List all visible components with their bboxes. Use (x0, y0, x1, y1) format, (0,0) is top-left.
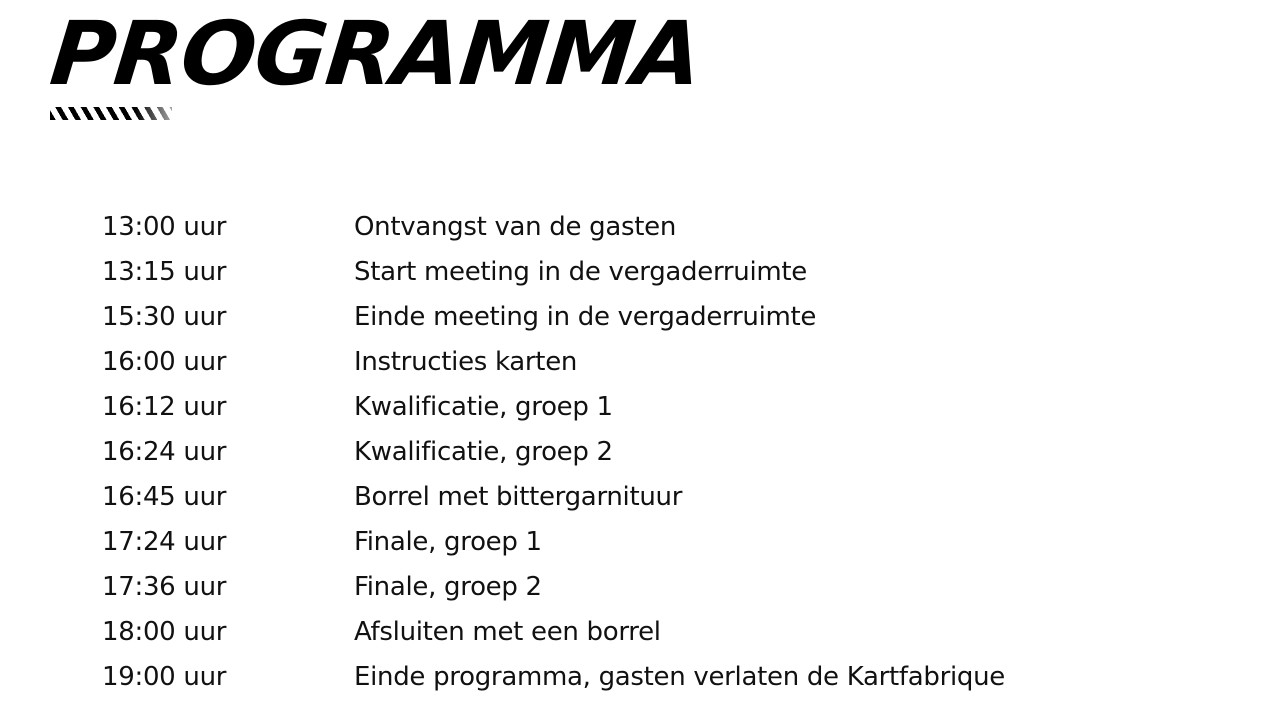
schedule-row (102, 249, 1005, 294)
schedule-description: Borrel met bittergarnituur (354, 481, 683, 512)
schedule-list (102, 204, 1005, 699)
schedule-description: Einde meeting in de vergaderruimte (354, 301, 817, 332)
schedule-description: Kwalificatie, groep 2 (354, 436, 613, 467)
schedule-time: 16:12 uur (102, 391, 227, 422)
schedule-description: Finale, groep 2 (354, 571, 542, 602)
schedule-row (102, 429, 1005, 474)
schedule-time: 16:45 uur (102, 481, 227, 512)
schedule-description: Kwalificatie, groep 1 (354, 391, 613, 422)
schedule-row (102, 474, 1005, 519)
schedule-time: 13:00 uur (102, 211, 227, 242)
schedule-time: 17:36 uur (102, 571, 227, 602)
page-title: PROGRAMMA (45, 2, 707, 105)
schedule-row (102, 609, 1005, 654)
schedule-row (102, 339, 1005, 384)
schedule-row (102, 519, 1005, 564)
schedule-row (102, 384, 1005, 429)
schedule-time: 13:15 uur (102, 256, 227, 287)
schedule-time: 16:00 uur (102, 346, 227, 377)
schedule-time: 19:00 uur (102, 661, 227, 692)
schedule-row (102, 654, 1005, 699)
schedule-description: Ontvangst van de gasten (354, 211, 677, 242)
schedule-row (102, 564, 1005, 609)
schedule-description: Start meeting in de vergaderruimte (354, 256, 807, 287)
schedule-time: 15:30 uur (102, 301, 227, 332)
schedule-description: Instructies karten (354, 346, 578, 377)
schedule-description: Einde programma, gasten verlaten de Kartfabrique (354, 661, 1005, 692)
schedule-description: Finale, groep 1 (354, 526, 542, 557)
decorative-stripes (50, 107, 172, 120)
schedule-row (102, 294, 1005, 339)
schedule-time: 18:00 uur (102, 616, 227, 647)
schedule-time: 17:24 uur (102, 526, 227, 557)
schedule-row (102, 204, 1005, 249)
schedule-time: 16:24 uur (102, 436, 227, 467)
schedule-description: Afsluiten met een borrel (354, 616, 661, 647)
